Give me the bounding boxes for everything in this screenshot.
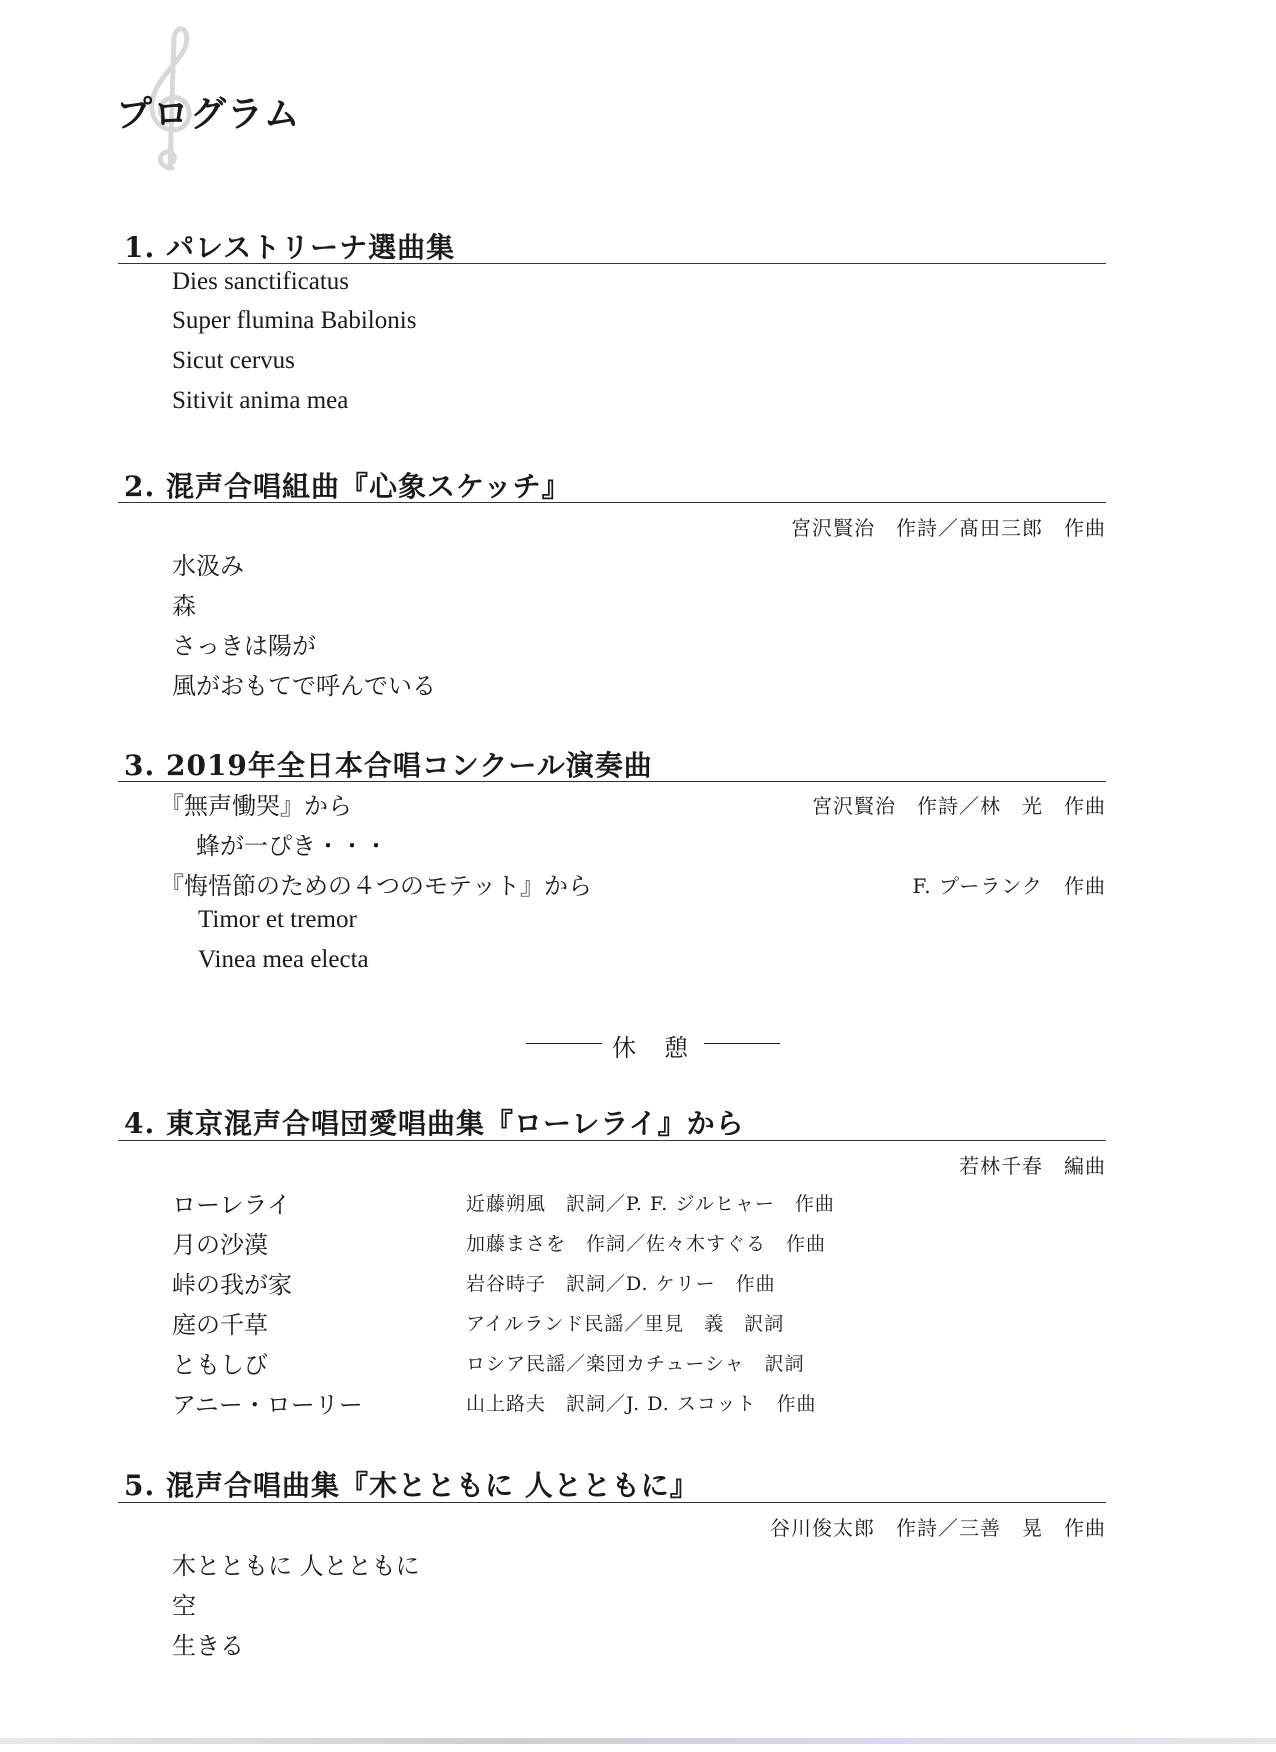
intermission-rule-left: [526, 1043, 602, 1044]
section-3-heading: 3. 2019年全日本合唱コンクール演奏曲: [124, 749, 653, 782]
list-item: Vinea mea electa: [198, 946, 369, 973]
page-bottom-edge: [0, 1738, 1276, 1744]
song-title: アニー・ローリー: [172, 1391, 363, 1419]
song-title: 峠の我が家: [172, 1271, 292, 1299]
section-2-heading: 2. 混声合唱組曲『心象スケッチ』: [124, 470, 571, 503]
song-credit: ロシア民謡／楽団カチューシャ 訳詞: [466, 1353, 805, 1375]
page-title: プログラム: [116, 93, 301, 135]
list-item: 風がおもてで呼んでいる: [172, 672, 436, 700]
song-title: ローレライ: [172, 1191, 291, 1219]
section-4-credit: 若林千春 編曲: [959, 1154, 1106, 1178]
section-1-heading: 1. パレストリーナ選曲集: [124, 231, 456, 264]
list-item: Timor et tremor: [198, 906, 357, 933]
list-item: 木とともに 人とともに: [172, 1552, 420, 1580]
section-3-rule: [118, 781, 1106, 782]
song-credit: アイルランド民謡／里見 義 訳詞: [466, 1313, 785, 1335]
list-item: 森: [172, 592, 196, 620]
section-5-credit: 谷川俊太郎 作詩／三善 晃 作曲: [770, 1516, 1106, 1540]
list-item: Dies sanctificatus: [172, 268, 350, 295]
section-4-heading: 4. 東京混声合唱団愛唱曲集『ローレライ』から: [124, 1107, 745, 1140]
section-2-rule: [118, 502, 1106, 503]
song-title: ともしび: [172, 1351, 268, 1379]
group-title: 『無声慟哭』から: [160, 792, 352, 820]
intermission-label: 休 憩: [612, 1034, 690, 1062]
section-5-rule: [118, 1502, 1106, 1503]
list-item: さっきは陽が: [172, 632, 316, 660]
song-credit: 山上路夫 訳詞／J. D. スコット 作曲: [466, 1393, 817, 1415]
section-5-heading: 5. 混声合唱曲集『木とともに 人とともに』: [124, 1469, 699, 1502]
list-item: Super flumina Babilonis: [172, 307, 417, 334]
group-credit: F. プーランク 作曲: [912, 874, 1106, 898]
list-item: Sitivit anima mea: [172, 387, 349, 414]
list-item: 空: [172, 1592, 196, 1620]
group-credit: 宮沢賢治 作詩／林 光 作曲: [812, 794, 1106, 818]
list-item: 蜂が一ぴき・・・: [196, 832, 388, 860]
section-4-rule: [118, 1140, 1106, 1141]
section-2-credit: 宮沢賢治 作詩／髙田三郎 作曲: [791, 516, 1106, 540]
song-credit: 近藤朔風 訳詞／P. F. ジルヒャー 作曲: [466, 1193, 835, 1215]
song-title: 月の沙漠: [172, 1231, 268, 1259]
song-credit: 加藤まさを 作詞／佐々木すぐる 作曲: [466, 1233, 827, 1255]
song-title: 庭の千草: [172, 1311, 268, 1339]
list-item: 生きる: [172, 1632, 244, 1660]
section-1-rule: [118, 263, 1106, 264]
intermission-rule-right: [704, 1043, 780, 1044]
list-item: 水汲み: [172, 552, 244, 580]
list-item: Sicut cervus: [172, 347, 295, 374]
song-credit: 岩谷時子 訳詞／D. ケリー 作曲: [466, 1273, 776, 1295]
group-title: 『悔悟節のための４つのモテット』から: [160, 872, 592, 900]
